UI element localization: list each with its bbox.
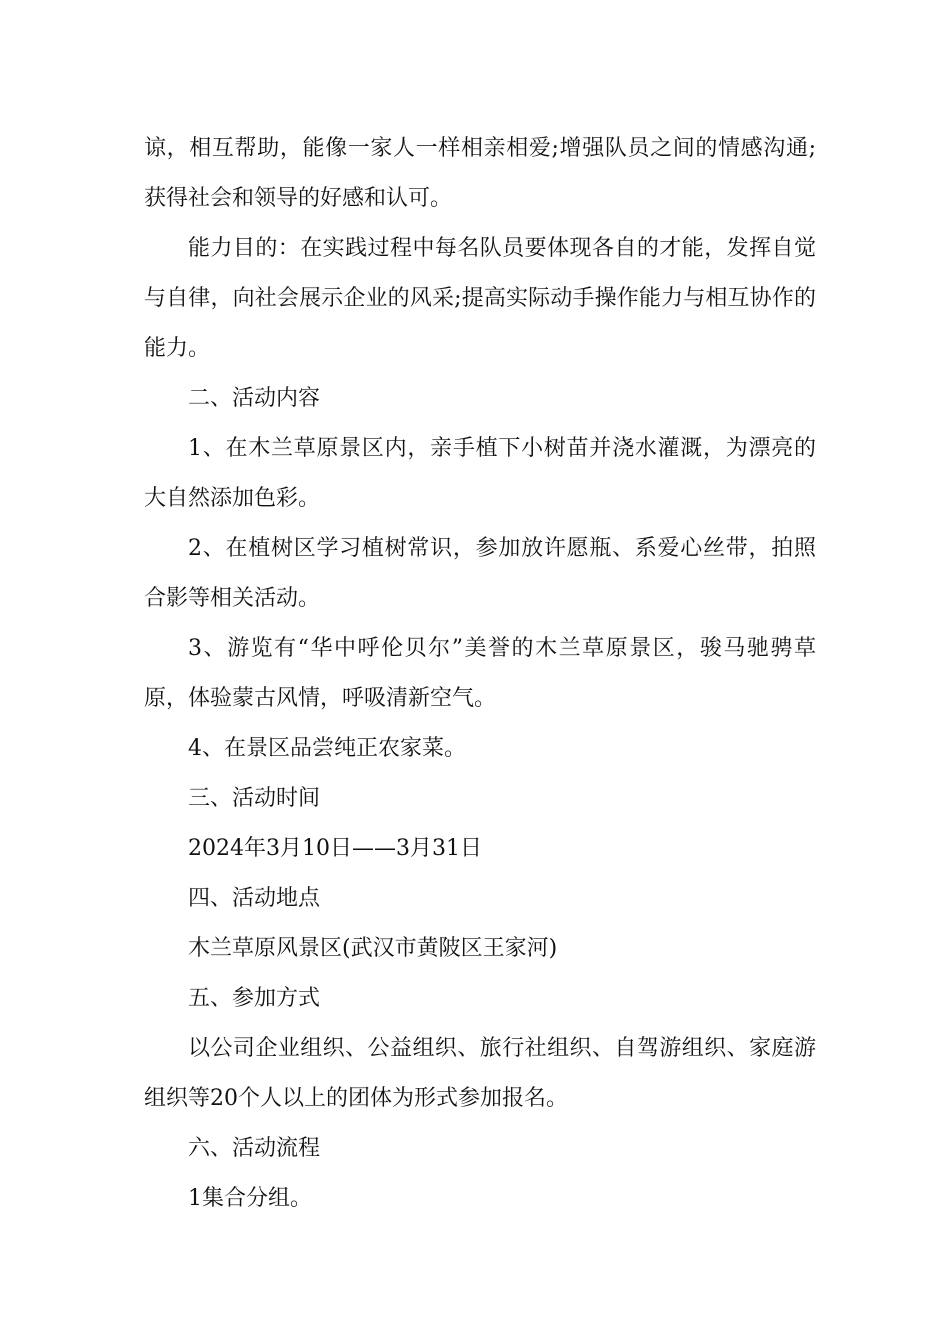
section-heading: 四、活动地点 [188,886,321,911]
paragraph: 木兰草原风景区(武汉市黄陂区王家河) [188,936,558,961]
section-heading: 六、活动流程 [188,1136,321,1161]
list-item: 1、在木兰草原景区内，亲手植下小树苗并浇水灌溉，为漂亮的大自然添加色彩。 [144,436,816,511]
section-heading: 二、活动内容 [188,386,321,411]
paragraph: 能力目的：在实践过程中每名队员要体现各自的才能，发挥自觉与自律，向社会展示企业的风采;提高实际动手操作能力与相互协作的能力。 [144,236,816,361]
list-item: 3、游览有“华中呼伦贝尔”美誉的木兰草原景区，骏马驰骋草原，体验蒙古风情，呼吸清新空气。 [144,636,816,711]
list-item: 2、在植树区学习植树常识，参加放许愿瓶、系爱心丝带，拍照合影等相关活动。 [144,536,816,611]
paragraph: 2024年3月10日——3月31日 [188,836,482,861]
document-body [144,124,816,1224]
section-heading: 五、参加方式 [188,986,321,1011]
paragraph: 以公司企业组织、公益组织、旅行社组织、自驾游组织、家庭游组织等20个人以上的团体为形式参加报名。 [144,1036,816,1111]
list-item: 1集合分组。 [188,1186,312,1211]
section-heading: 三、活动时间 [188,786,321,811]
list-item: 4、在景区品尝纯正农家菜。 [188,736,466,761]
paragraph: 谅，相互帮助，能像一家人一样相亲相爱;增强队员之间的情感沟通;获得社会和领导的好感和认可。 [144,136,816,211]
